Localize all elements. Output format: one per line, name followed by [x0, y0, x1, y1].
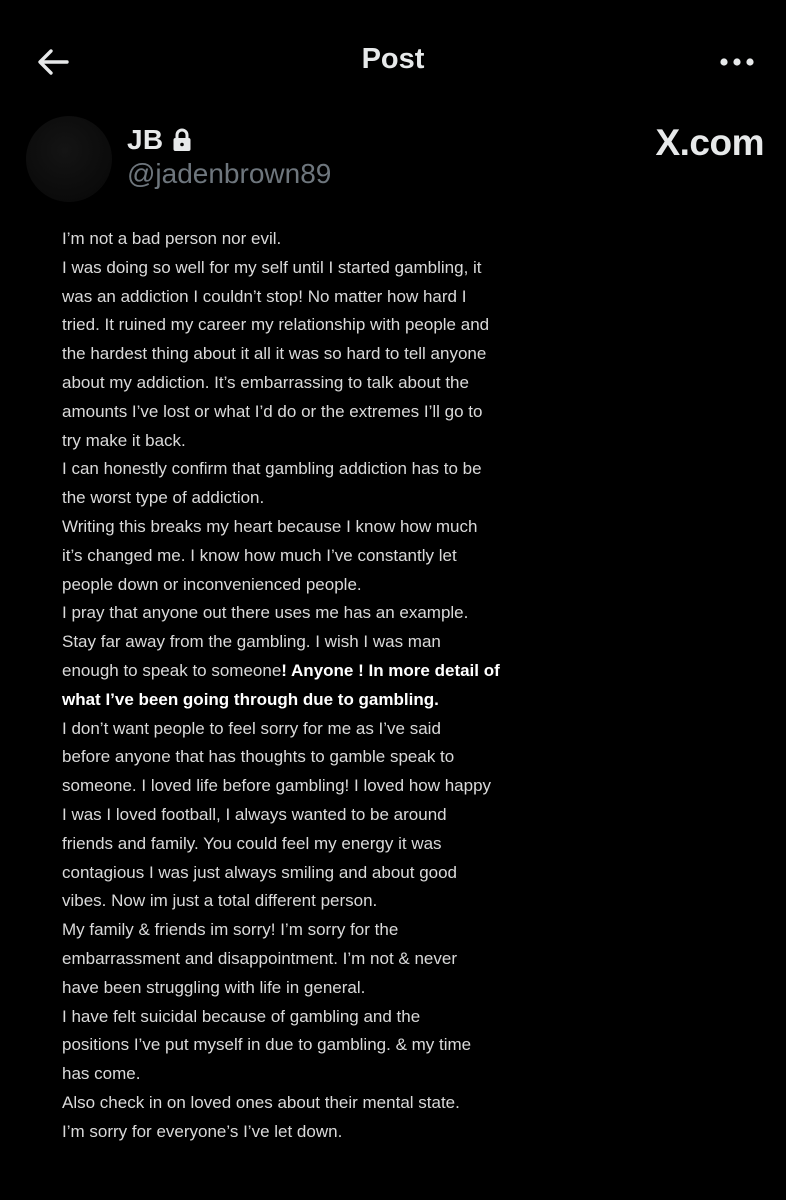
- avatar[interactable]: [26, 116, 112, 202]
- post-line: I was doing so well for my self until I started gambling, it: [62, 257, 482, 277]
- post-line: tried. It ruined my career my relationship with people and: [62, 315, 490, 335]
- post-line-mixed: [62, 657, 542, 686]
- post-line: the hardest thing about it all it was so hard to tell anyone: [62, 344, 487, 364]
- post-line: amounts I’ve lost or what I’d do or the extremes I’ll go to: [62, 401, 483, 421]
- post-line: people down or inconvenienced people.: [62, 574, 362, 594]
- post-line: My family & friends im sorry! I’m sorry for the: [62, 920, 399, 940]
- post-line-bold: what I’ve been going through due to gambling.: [62, 689, 439, 709]
- post-line: have been struggling with life in general.: [62, 977, 366, 997]
- more-horizontal-icon: [719, 57, 755, 67]
- post-line: Writing this breaks my heart because I know how much: [62, 516, 478, 536]
- post-line: vibes. Now im just a total different person.: [62, 891, 378, 911]
- post-text-bold-run: ! Anyone ! In more detail of: [281, 660, 500, 680]
- x-com-watermark: X.com: [655, 122, 764, 163]
- post-line: contagious I was just always smiling and about good: [62, 862, 458, 882]
- post-line: embarrassment and disappointment. I’m not & never: [62, 948, 457, 968]
- post-text-run: enough to speak to someone: [62, 660, 282, 680]
- page-title: Post: [361, 43, 425, 75]
- post-line: I’m not a bad person nor evil.: [62, 229, 282, 248]
- arrow-left-icon: [36, 48, 70, 76]
- post-line: I pray that anyone out there uses me has an example.: [62, 603, 469, 623]
- post-line: Also check in on loved ones about their mental state.: [62, 1092, 460, 1112]
- top-bar: [0, 0, 786, 124]
- post-line: Stay far away from the gambling. I wish I was man: [62, 632, 441, 652]
- post-line: I don’t want people to feel sorry for me as I’ve said: [62, 718, 441, 738]
- lock-icon: [172, 128, 192, 152]
- post-line: positions I’ve put myself in due to gambling. & my time: [62, 1035, 472, 1055]
- post-line: friends and family. You could feel my energy it was: [62, 833, 442, 853]
- author-display-name[interactable]: JB: [127, 124, 164, 155]
- more-options-button[interactable]: [712, 42, 762, 82]
- post-line: I can honestly confirm that gambling addiction has to be: [62, 459, 482, 479]
- post-text: [62, 225, 542, 1147]
- back-button[interactable]: [30, 40, 76, 84]
- post-line: about my addiction. It’s embarrassing to talk about the: [62, 372, 469, 392]
- post-line: the worst type of addiction.: [62, 488, 265, 508]
- post-line: before anyone that has thoughts to gamble speak to: [62, 747, 455, 767]
- author-name-row: [127, 122, 192, 158]
- post-line: I was I loved football, I always wanted to be around: [62, 804, 447, 824]
- post-line: I’m sorry for everyone’s I’ve let down.: [62, 1121, 343, 1141]
- post-line: it’s changed me. I know how much I’ve constantly let: [62, 545, 457, 565]
- post-line: try make it back.: [62, 430, 186, 450]
- post-line: I have felt suicidal because of gambling and the: [62, 1006, 421, 1026]
- author-handle[interactable]: @jadenbrown89: [127, 158, 332, 189]
- post-line: was an addiction I couldn’t stop! No matter how hard I: [62, 286, 467, 306]
- post-line: someone. I loved life before gambling! I loved how happy: [62, 776, 492, 796]
- post-line: has come.: [62, 1064, 141, 1084]
